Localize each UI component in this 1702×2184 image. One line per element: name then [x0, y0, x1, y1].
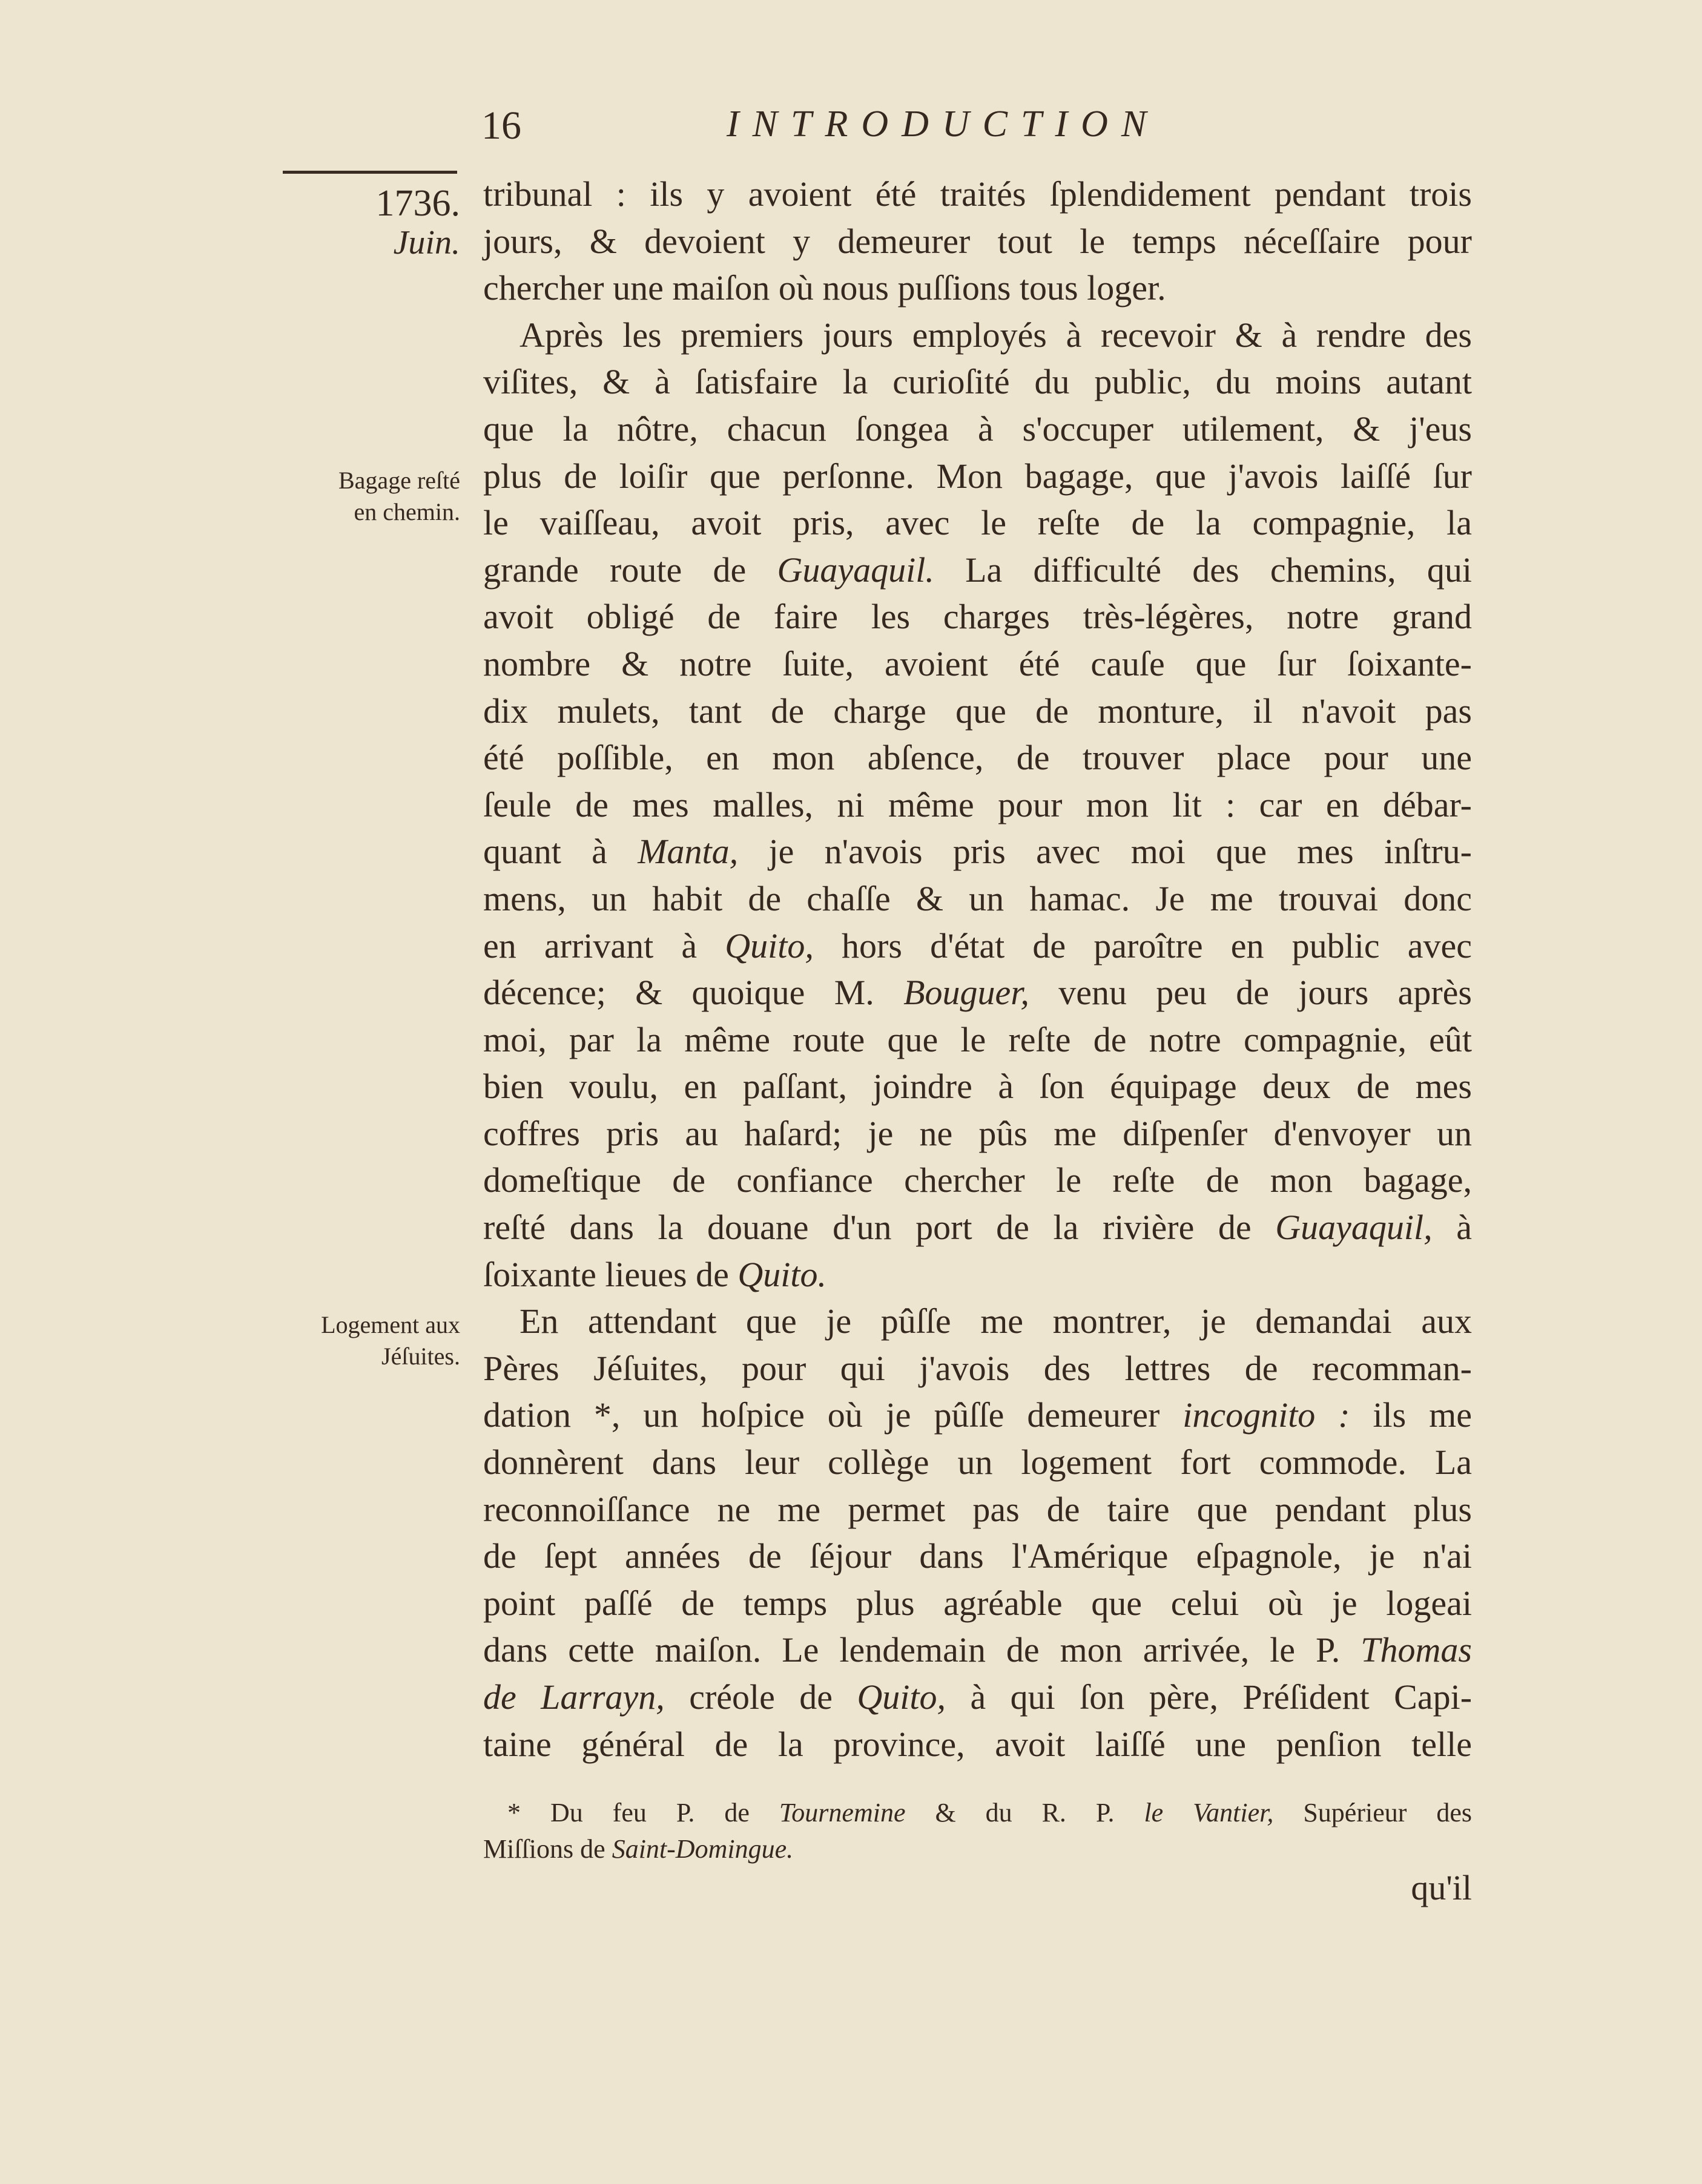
text-run: venu peu de jours après	[1029, 973, 1473, 1013]
italic-text: Quito,	[857, 1677, 946, 1717]
body-text	[483, 171, 1472, 1768]
text-run: Pères Jéſuites, pour qui j'avois des lettres de recomman-	[483, 1348, 1472, 1388]
body-line	[483, 1204, 1472, 1251]
body-line	[483, 1110, 1472, 1157]
body-line	[483, 1016, 1472, 1064]
italic-text: Bouguer,	[903, 973, 1029, 1013]
italic-text: Manta,	[638, 832, 739, 872]
text-run: décence; & quoique M.	[483, 973, 904, 1013]
italic-text: Guayaquil.	[777, 550, 934, 590]
text-run: de ſept années de ſéjour dans l'Amérique eſpagnole, je n'ai	[483, 1536, 1472, 1576]
body-line	[483, 171, 1472, 218]
text-run: reconnoiſſance ne me permet pas de taire que pendant plus	[483, 1489, 1472, 1529]
text-run: bien voulu, en paſſant, joindre à ſon équipage deux de mes	[483, 1067, 1472, 1107]
italic-text: Guayaquil,	[1275, 1208, 1433, 1248]
body-line	[483, 875, 1472, 923]
text-run: point paſſé de temps plus agréable que celui où je logeai	[483, 1583, 1472, 1623]
text-run: je n'avois pris avec moi que mes inſtru-	[738, 832, 1472, 872]
italic-text: incognito :	[1182, 1395, 1350, 1435]
body-line	[483, 1251, 1472, 1298]
body-line	[483, 1392, 1472, 1439]
body-line	[483, 1439, 1472, 1486]
body-line	[483, 1486, 1472, 1533]
footnote	[483, 1795, 1472, 1867]
body-line	[483, 1298, 1472, 1345]
italic-text: Quito.	[737, 1254, 826, 1294]
margin-note-line: Logement aux	[321, 1311, 460, 1338]
text-run: Miſſions de	[483, 1834, 612, 1864]
margin-note-line: en chemin.	[354, 498, 460, 525]
text-run: en arrivant à	[483, 926, 725, 965]
body-line	[483, 1674, 1472, 1721]
body-line	[483, 1580, 1472, 1627]
text-run: dation *, un hoſpice où je pûſſe demeurer	[483, 1395, 1183, 1435]
margin-note-logement	[285, 1309, 460, 1372]
text-run: avoit obligé de faire les charges très-légères, notre grand	[483, 597, 1472, 637]
text-run: quant à	[483, 832, 638, 872]
margin-note-line: Jéſuites.	[381, 1343, 460, 1370]
text-run: le vaiſſeau, avoit pris, avec le reſte de la compagnie, la	[483, 503, 1472, 543]
body-line	[483, 265, 1472, 312]
footnote-line	[483, 1795, 1472, 1831]
text-run: donnèrent dans leur collège un logement fort commode. La	[483, 1442, 1472, 1482]
body-line	[483, 593, 1472, 640]
text-run: nombre & notre ſuite, avoient été cauſe que ſur ſoixante-	[483, 643, 1472, 683]
italic-text: Tournemine	[779, 1798, 906, 1827]
margin-note-bagage	[285, 465, 460, 528]
text-run: dans cette maiſon. Le lendemain de mon arrivée, le P.	[483, 1630, 1361, 1670]
body-line	[483, 688, 1472, 735]
text-run: * Du feu P. de	[507, 1798, 779, 1827]
text-run: viſites, & à ſatisfaire la curioſité du public, du moins autant	[483, 362, 1472, 402]
body-line	[483, 358, 1472, 406]
body-line	[483, 499, 1472, 547]
italic-text: Quito,	[725, 926, 814, 965]
text-run: En attendant que je pûſſe me montrer, je demandai aux	[520, 1301, 1472, 1341]
italic-text: de Larrayn,	[483, 1677, 665, 1717]
text-run: Supérieur des	[1273, 1798, 1472, 1827]
running-title: INTRODUCTION	[727, 104, 1160, 145]
text-run: & du R. P.	[905, 1798, 1144, 1827]
text-run: reſté dans la douane d'un port de la rivière de	[483, 1208, 1276, 1248]
body-line	[483, 1345, 1472, 1392]
text-run: ſoixante lieues de	[483, 1254, 738, 1294]
body-line	[483, 781, 1472, 829]
body-line	[483, 828, 1472, 875]
text-run: à qui ſon père, Préſident Capi-	[946, 1677, 1473, 1717]
text-run: ſeule de mes malles, ni même pour mon lit : car en débar-	[483, 784, 1472, 824]
body-line	[483, 547, 1472, 594]
margin-month: Juin.	[393, 224, 460, 261]
text-run: ils me	[1350, 1395, 1472, 1435]
page-number: 16	[481, 104, 521, 148]
footnote-line	[483, 1831, 1472, 1867]
text-run: hors d'état de paroître en public avec	[813, 926, 1472, 965]
body-line	[483, 406, 1472, 453]
catchword: qu'il	[1411, 1868, 1472, 1907]
body-line	[483, 1533, 1472, 1580]
body-line	[483, 734, 1472, 781]
text-run: tribunal : ils y avoient été traités ſplendidement pendant trois	[483, 174, 1472, 214]
body-line	[483, 453, 1472, 500]
italic-text: Saint-Domingue.	[612, 1834, 794, 1864]
body-line	[483, 1626, 1472, 1674]
italic-text: Thomas	[1361, 1630, 1472, 1670]
text-run: taine général de la province, avoit laiſſé une penſion telle	[483, 1724, 1472, 1764]
text-run: plus de loiſir que perſonne. Mon bagage, que j'avois laiſſé ſur	[483, 456, 1472, 496]
body-line	[483, 312, 1472, 359]
text-run: créole de	[664, 1677, 857, 1717]
margin-year: 1736.	[375, 183, 460, 224]
body-line	[483, 923, 1472, 970]
body-line	[483, 640, 1472, 688]
text-run: chercher une maiſon où nous puſſions tous loger.	[483, 268, 1166, 308]
text-run: dix mulets, tant de charge que de monture, il n'avoit pas	[483, 691, 1472, 731]
text-run: que la nôtre, chacun ſongea à s'occuper utilement, & j'eus	[483, 409, 1472, 449]
text-run: mens, un habit de chaſſe & un hamac. Je me trouvai donc	[483, 878, 1472, 918]
text-run: à	[1432, 1208, 1472, 1248]
body-line	[483, 1063, 1472, 1110]
body-line	[483, 1721, 1472, 1768]
text-run: La difficulté des chemins, qui	[934, 550, 1472, 590]
body-line	[483, 969, 1472, 1016]
body-line	[483, 1157, 1472, 1204]
margin-note-line: Bagage reſté	[338, 467, 460, 494]
text-run: été poſſible, en mon abſence, de trouver place pour une	[483, 738, 1472, 778]
body-line	[483, 218, 1472, 265]
text-run: Après les premiers jours employés à recevoir & à rendre des	[520, 315, 1472, 355]
text-run: coffres pris au haſard; je ne pûs me diſpenſer d'envoyer un	[483, 1113, 1472, 1153]
text-run: jours, & devoient y demeurer tout le temps néceſſaire pour	[483, 221, 1472, 261]
margin-rule	[283, 171, 457, 174]
text-run: grande route de	[483, 550, 777, 590]
text-run: moi, par la même route que le reſte de notre compagnie, eût	[483, 1019, 1472, 1059]
text-run: domeſtique de confiance chercher le reſte de mon bagage,	[483, 1160, 1472, 1200]
italic-text: le Vantier,	[1144, 1798, 1274, 1827]
